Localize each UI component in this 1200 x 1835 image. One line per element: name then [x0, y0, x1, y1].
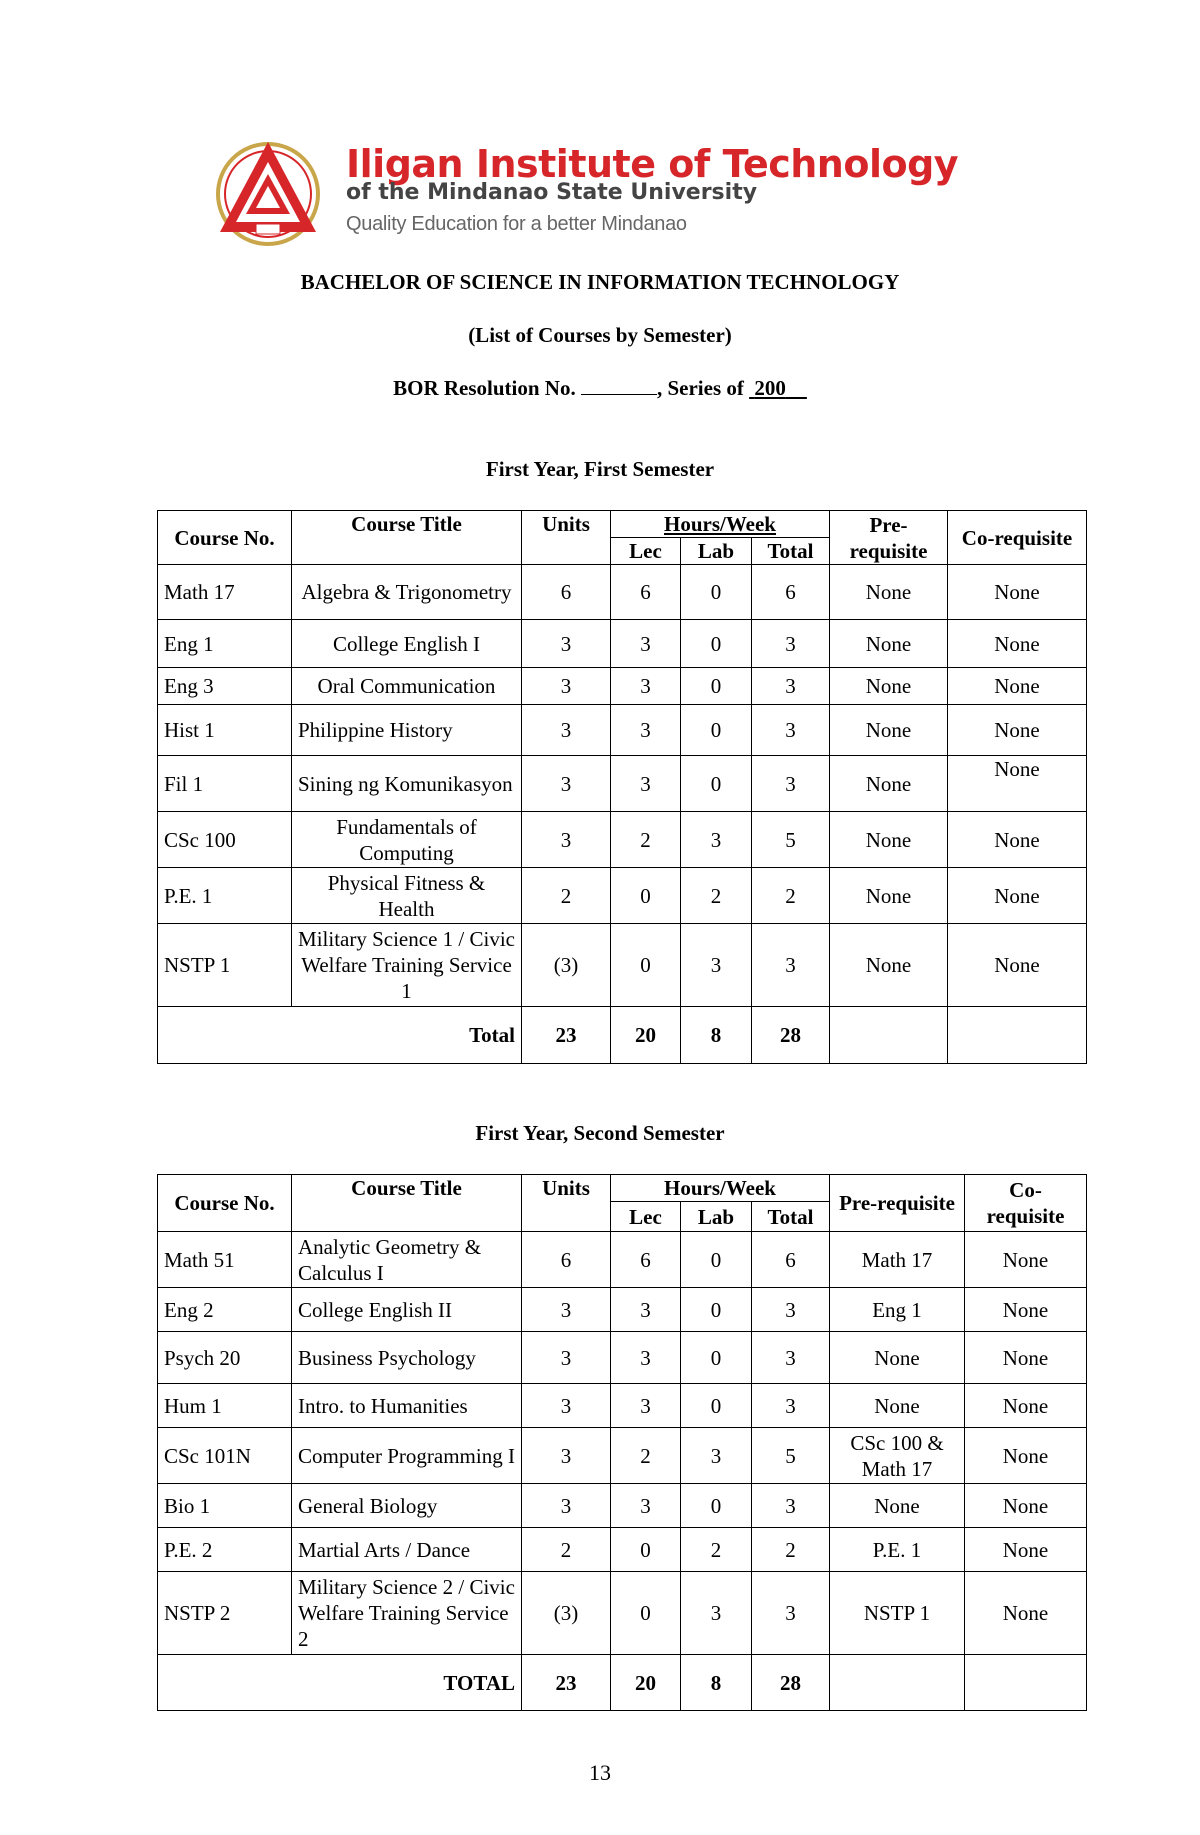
coreq: None	[948, 868, 1087, 924]
total-prereq-empty	[830, 1007, 948, 1064]
lec: 6	[611, 1232, 681, 1288]
units: 3	[522, 812, 611, 868]
total-prereq-empty	[830, 1655, 965, 1711]
institute-name: Iligan Institute of Technology	[346, 142, 959, 186]
course-no: P.E. 2	[158, 1528, 292, 1572]
coreq: None	[948, 705, 1087, 756]
total-lec: 20	[611, 1007, 681, 1064]
units: 6	[522, 565, 611, 620]
table-row	[158, 1572, 1087, 1655]
col-lec: Lec	[611, 538, 681, 565]
course-title: College English II	[292, 1288, 522, 1332]
list-title: (List of Courses by Semester)	[468, 323, 732, 347]
coreq: None	[948, 924, 1087, 1007]
lec: 3	[611, 668, 681, 705]
total: 5	[752, 1428, 830, 1484]
prereq: None	[830, 924, 948, 1007]
course-no: CSc 100	[158, 812, 292, 868]
units: 3	[522, 705, 611, 756]
lab: 3	[681, 812, 752, 868]
total: 5	[752, 812, 830, 868]
units: 3	[522, 1288, 611, 1332]
course-title: Martial Arts / Dance	[292, 1528, 522, 1572]
coreq: None	[965, 1484, 1087, 1528]
total-label: TOTAL	[158, 1655, 522, 1711]
col-units: Units	[522, 511, 611, 565]
col-hours-week: Hours/Week	[611, 511, 830, 538]
table-row	[158, 565, 1087, 620]
coreq: None	[965, 1528, 1087, 1572]
course-no: Fil 1	[158, 756, 292, 812]
units: 3	[522, 756, 611, 812]
table-row	[158, 1528, 1087, 1572]
semester-table-1	[157, 510, 1087, 1064]
units: (3)	[522, 1572, 611, 1655]
lec: 0	[611, 1528, 681, 1572]
coreq: None	[965, 1572, 1087, 1655]
course-title: Intro. to Humanities	[292, 1384, 522, 1428]
prereq: None	[830, 705, 948, 756]
coreq: None	[948, 812, 1087, 868]
prereq: NSTP 1	[830, 1572, 965, 1655]
lab: 0	[681, 620, 752, 668]
table-row	[158, 1288, 1087, 1332]
lec: 3	[611, 1384, 681, 1428]
total: 3	[752, 668, 830, 705]
course-no: Math 51	[158, 1232, 292, 1288]
lab: 0	[681, 1288, 752, 1332]
table-row	[158, 1232, 1087, 1288]
total: 3	[752, 1484, 830, 1528]
total-units: 23	[522, 1655, 611, 1711]
total-row	[158, 1655, 1087, 1711]
resolution-label: BOR Resolution No.	[393, 376, 576, 400]
table-row	[158, 1332, 1087, 1384]
col-total: Total	[752, 1202, 830, 1232]
course-title: Oral Communication	[292, 668, 522, 705]
total: 3	[752, 705, 830, 756]
course-no: Hist 1	[158, 705, 292, 756]
col-units: Units	[522, 1175, 611, 1232]
semester-title-1: First Year, First Semester	[485, 457, 715, 481]
prereq: None	[830, 1484, 965, 1528]
total: 3	[752, 620, 830, 668]
lab: 3	[681, 1428, 752, 1484]
units: 3	[522, 1428, 611, 1484]
series-label: , Series of	[656, 376, 744, 400]
iit-seal-logo	[212, 136, 324, 248]
course-title: Physical Fitness & Health	[292, 868, 522, 924]
lec: 3	[611, 1332, 681, 1384]
course-title: Business Psychology	[292, 1332, 522, 1384]
total-hours: 28	[752, 1655, 830, 1711]
lec: 0	[611, 868, 681, 924]
lab: 2	[681, 868, 752, 924]
lab: 0	[681, 1384, 752, 1428]
total-hours: 28	[752, 1007, 830, 1064]
lec: 3	[611, 705, 681, 756]
total-lab: 8	[681, 1655, 752, 1711]
course-no: Math 17	[158, 565, 292, 620]
lab: 3	[681, 1572, 752, 1655]
lab: 0	[681, 756, 752, 812]
units: 3	[522, 1332, 611, 1384]
total: 3	[752, 1332, 830, 1384]
col-prereq: Pre-requisite	[830, 1175, 965, 1232]
lec: 0	[611, 1572, 681, 1655]
total: 3	[752, 1572, 830, 1655]
coreq: None	[965, 1232, 1087, 1288]
col-lab: Lab	[681, 538, 752, 565]
course-title: Algebra & Trigonometry	[292, 565, 522, 620]
total-lec: 20	[611, 1655, 681, 1711]
units: 6	[522, 1232, 611, 1288]
course-title: Sining ng Komunikasyon	[292, 756, 522, 812]
course-no: Psych 20	[158, 1332, 292, 1384]
total: 3	[752, 924, 830, 1007]
prereq: None	[830, 812, 948, 868]
lec: 6	[611, 565, 681, 620]
course-title: College English I	[292, 620, 522, 668]
coreq: None	[948, 620, 1087, 668]
course-no: NSTP 2	[158, 1572, 292, 1655]
units: 3	[522, 1484, 611, 1528]
course-title: Philippine History	[292, 705, 522, 756]
col-coreq: Co-requisite	[948, 511, 1087, 565]
table-row	[158, 812, 1087, 868]
coreq: None	[965, 1428, 1087, 1484]
institute-tagline: Quality Education for a better Mindanao	[346, 213, 687, 235]
table-row	[158, 756, 1087, 812]
prereq: Math 17	[830, 1232, 965, 1288]
table-row	[158, 1428, 1087, 1484]
coreq: None	[948, 565, 1087, 620]
prereq: CSc 100 & Math 17	[830, 1428, 965, 1484]
table-row	[158, 868, 1087, 924]
lab: 0	[681, 668, 752, 705]
total-coreq-empty	[948, 1007, 1087, 1064]
units: 3	[522, 1384, 611, 1428]
col-prereq: Pre-requisite	[830, 511, 948, 565]
lec: 3	[611, 620, 681, 668]
lec: 3	[611, 1484, 681, 1528]
lec: 2	[611, 812, 681, 868]
course-title: Computer Programming I	[292, 1428, 522, 1484]
coreq: None	[948, 756, 1087, 812]
prereq: None	[830, 1332, 965, 1384]
resolution-line	[0, 376, 1200, 401]
lab: 0	[681, 1484, 752, 1528]
col-lec: Lec	[611, 1202, 681, 1232]
resolution-blank	[581, 376, 657, 395]
table-row	[158, 620, 1087, 668]
col-course-title: Course Title	[292, 1175, 522, 1232]
prereq: None	[830, 1384, 965, 1428]
total-label: Total	[158, 1007, 522, 1064]
course-no: Eng 1	[158, 620, 292, 668]
course-title: Analytic Geometry & Calculus I	[292, 1232, 522, 1288]
lab: 2	[681, 1528, 752, 1572]
course-title: Fundamentals of Computing	[292, 812, 522, 868]
lec: 2	[611, 1428, 681, 1484]
coreq: None	[965, 1288, 1087, 1332]
prereq: None	[830, 668, 948, 705]
course-title: Military Science 1 / Civic Welfare Training Service 1	[292, 924, 522, 1007]
course-no: CSc 101N	[158, 1428, 292, 1484]
total: 6	[752, 565, 830, 620]
total: 6	[752, 1232, 830, 1288]
units: 2	[522, 1528, 611, 1572]
course-no: Eng 2	[158, 1288, 292, 1332]
units: (3)	[522, 924, 611, 1007]
semester-table-2	[157, 1174, 1087, 1711]
total: 2	[752, 868, 830, 924]
col-total: Total	[752, 538, 830, 565]
col-hours-week: Hours/Week	[611, 1175, 830, 1202]
prereq: Eng 1	[830, 1288, 965, 1332]
table-row	[158, 668, 1087, 705]
prereq: None	[830, 565, 948, 620]
course-no: Eng 3	[158, 668, 292, 705]
lab: 0	[681, 705, 752, 756]
col-course-no: Course No.	[158, 1175, 292, 1232]
total-row	[158, 1007, 1087, 1064]
units: 3	[522, 620, 611, 668]
lab: 0	[681, 1332, 752, 1384]
course-title: Military Science 2 / Civic Welfare Training Service 2	[292, 1572, 522, 1655]
lab: 0	[681, 565, 752, 620]
table-row	[158, 924, 1087, 1007]
table-row	[158, 1484, 1087, 1528]
course-no: Hum 1	[158, 1384, 292, 1428]
table-row	[158, 705, 1087, 756]
prereq: None	[830, 756, 948, 812]
lec: 3	[611, 756, 681, 812]
total: 3	[752, 1384, 830, 1428]
program-title: BACHELOR OF SCIENCE IN INFORMATION TECHNOLOGY	[300, 270, 900, 294]
lec: 3	[611, 1288, 681, 1332]
col-course-no: Course No.	[158, 511, 292, 565]
coreq: None	[965, 1384, 1087, 1428]
lab: 3	[681, 924, 752, 1007]
lec: 0	[611, 924, 681, 1007]
total-units: 23	[522, 1007, 611, 1064]
course-no: Bio 1	[158, 1484, 292, 1528]
col-course-title: Course Title	[292, 511, 522, 565]
course-no: NSTP 1	[158, 924, 292, 1007]
total-coreq-empty	[965, 1655, 1087, 1711]
series-value: 200	[754, 376, 786, 400]
institute-subtitle: of the Mindanao State University	[346, 180, 758, 205]
total: 2	[752, 1528, 830, 1572]
units: 3	[522, 668, 611, 705]
col-coreq: Co-requisite	[965, 1175, 1087, 1232]
institute-header	[200, 112, 960, 262]
prereq: None	[830, 868, 948, 924]
total: 3	[752, 756, 830, 812]
prereq: None	[830, 620, 948, 668]
coreq: None	[965, 1332, 1087, 1384]
units: 2	[522, 868, 611, 924]
total-lab: 8	[681, 1007, 752, 1064]
course-title: General Biology	[292, 1484, 522, 1528]
col-lab: Lab	[681, 1202, 752, 1232]
lab: 0	[681, 1232, 752, 1288]
semester-title-2: First Year, Second Semester	[475, 1121, 725, 1145]
course-no: P.E. 1	[158, 868, 292, 924]
prereq: P.E. 1	[830, 1528, 965, 1572]
table-row	[158, 1384, 1087, 1428]
total: 3	[752, 1288, 830, 1332]
coreq: None	[948, 668, 1087, 705]
page-number: 13	[589, 1760, 611, 1785]
